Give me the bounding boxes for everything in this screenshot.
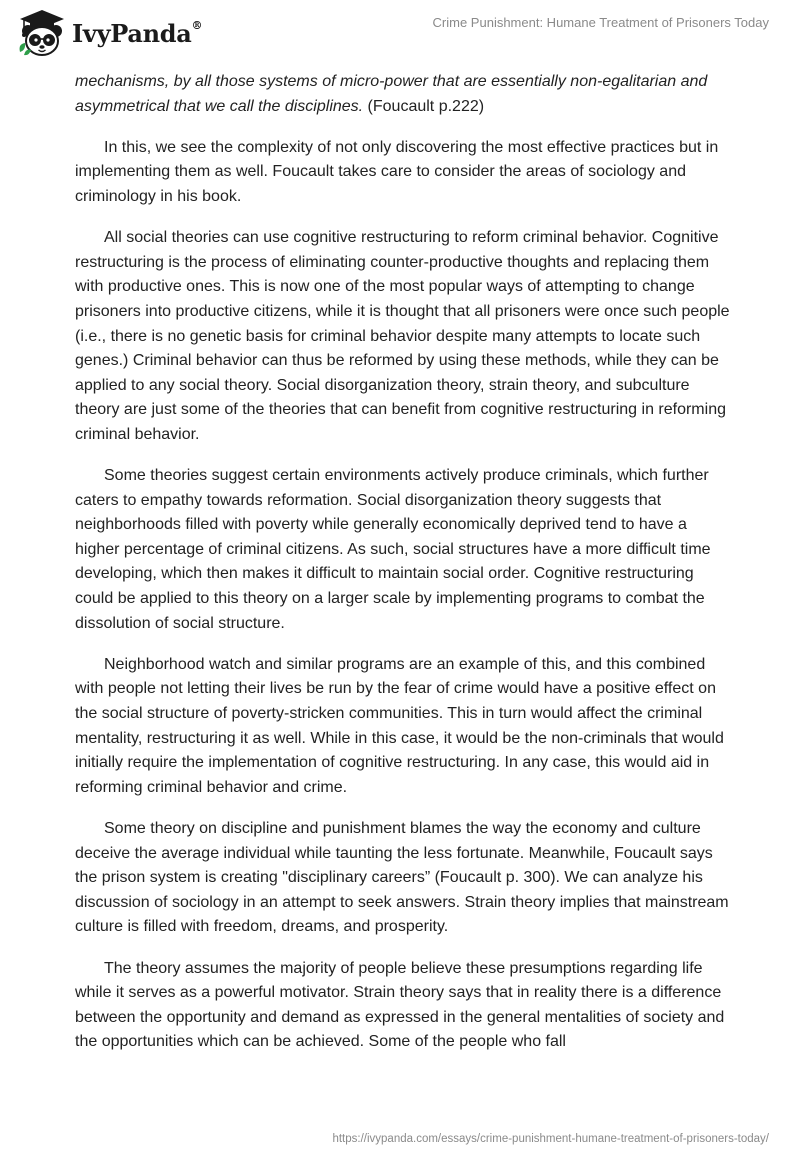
ivypanda-logo[interactable] [16, 8, 206, 58]
logo-wordmark: IvyPanda® [72, 18, 203, 48]
registered-mark: ® [191, 18, 203, 32]
paragraph: All social theories can use cognitive restructuring to reform criminal behavior. Cognitive restructuring is the process of eliminating counter-productive thoughts and replacing them with productive ones. This is now one of the most popular ways of attempting to change prisoners into productive citizens, while it is thought that all prisoners were once such people (i.e., there is no genetic basis for criminal behavior despite many attempts to locate such genes.) Criminal behavior can thus be reformed by using these methods, while they can be applied to any social theory. Social disorganization theory, strain theory, and subculture theory are just some of the theories that can benefit from cognitive restructuring in reforming criminal behavior. [75, 229, 730, 443]
page-header [0, 0, 800, 72]
paragraph: Some theories suggest certain environments actively produce criminals, which further caters to empathy towards reformation. Social disorganization theory suggests that neighborhoods filled with poverty while generally economically deprived tend to have a higher percentage of criminal citizens. As such, social structures have a more difficult time developing, which then makes it difficult to maintain social order. Cognitive restructuring could be applied to this theory on a larger scale by implementing programs to combat the dissolution of social structure. [75, 467, 711, 632]
panda-graduate-icon [16, 8, 68, 58]
paragraph: The theory assumes the majority of people believe these presumptions regarding life while it serves as a powerful motivator. Strain theory says that in reality there is a difference between the opportunity and demand as expressed in the general mentalities of society and the opportunities which can be achieved. Some of the people who fall [75, 959, 725, 1051]
block-quote [75, 70, 735, 119]
paragraph: Some theory on discipline and punishment blames the way the economy and culture deceive the average individual while taunting the less fortunate. Meanwhile, Foucault says the prison system is creating "disciplinary careers” (Foucault p. 300). We can analyze his discussion of sociology in an attempt to seek answers. Strain theory implies that mainstream culture is filled with freedom, dreams, and prosperity. [75, 820, 729, 936]
document-title: Crime Punishment: Humane Treatment of Prisoners Today [432, 15, 769, 30]
quote-citation: (Foucault p.222) [363, 97, 485, 115]
paragraph: Neighborhood watch and similar programs are an example of this, and this combined with people not letting their lives be run by the fear of crime would have a positive effect on the social structure of poverty-stricken communities. This in turn would affect the criminal mentality, restructuring it as well. While in this case, it would be the non-criminals that would initially require the implementation of cognitive restructuring. In any case, this would aid in reforming criminal behavior and crime. [75, 655, 724, 796]
essay-body [75, 70, 735, 1072]
source-url[interactable]: https://ivypanda.com/essays/crime-punishment-humane-treatment-of-prisoners-today/ [332, 1133, 769, 1145]
paragraph: In this, we see the complexity of not only discovering the most effective practices but in implementing them as well. Foucault takes care to consider the areas of sociology and criminology in his book. [75, 138, 719, 205]
quote-text: mechanisms, by all those systems of micro-power that are essentially non-egalitarian and asymmetrical that we call the disciplines. [75, 73, 708, 115]
